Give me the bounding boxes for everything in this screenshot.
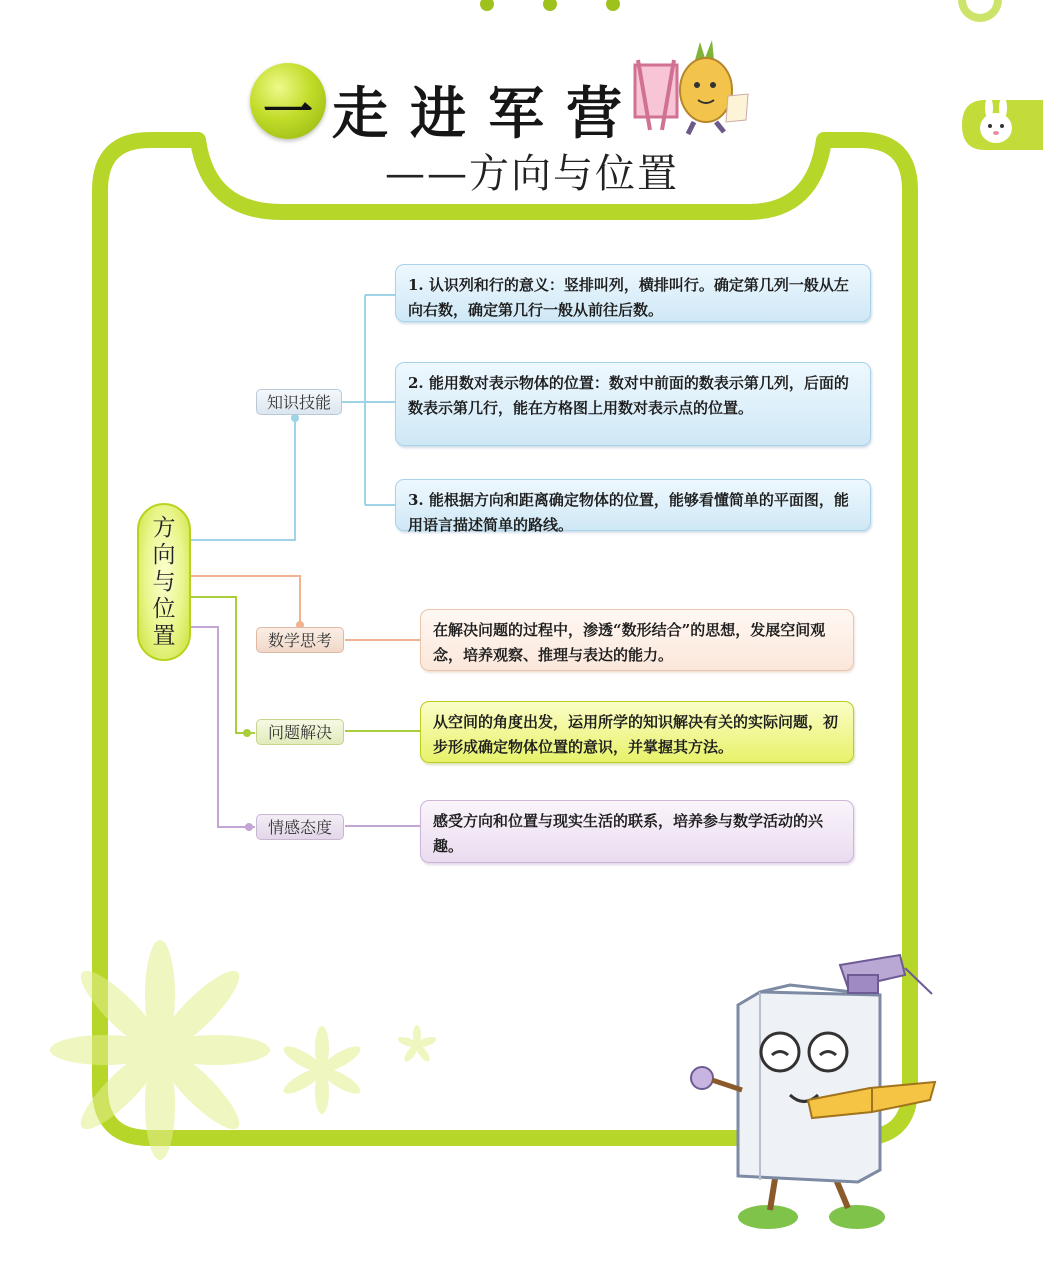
branch-label-problem: 问题解决	[256, 719, 344, 745]
bunny-tab-icon	[962, 97, 1043, 150]
bunny-corner-icon	[958, 0, 1002, 22]
knowledge-item-1: 1. 认识列和行的意义：竖排叫列，横排叫行。确定第几列一般从左向右数，确定第几行一般从前往后数。	[395, 264, 871, 322]
root-label-char: 向	[152, 542, 176, 568]
decor-dot	[543, 0, 557, 11]
root-label	[139, 515, 189, 650]
thinking-item: 在解决问题的过程中，渗透“数形结合”的思想，发展空间观念，培养观察、推理与表达的能力。	[420, 609, 854, 671]
problem-item: 从空间的角度出发，运用所学的知识解决有关的实际问题，初步形成确定物体位置的意识，并掌握其方法。	[420, 701, 854, 763]
section-number-badge	[250, 63, 326, 139]
root-label-char: 位	[152, 596, 176, 622]
branch-label-emotion: 情感态度	[256, 814, 344, 840]
knowledge-item-2: 2. 能用数对表示物体的位置：数对中前面的数表示第几列，后面的数表示第几行，能在方格图上用数对表示点的位置。	[395, 362, 871, 446]
root-label-char: 置	[152, 623, 176, 649]
branch-label-knowledge: 知识技能	[256, 389, 342, 415]
root-label-char: 与	[152, 569, 176, 595]
branch-label-thinking: 数学思考	[256, 627, 344, 653]
knowledge-item-3: 3. 能根据方向和距离确定物体的位置，能够看懂简单的平面图，能用语言描述简单的路线。	[395, 479, 871, 531]
pineapple-mascot-illustration	[635, 40, 748, 134]
section-number: 一	[263, 83, 313, 141]
decor-dot	[606, 0, 620, 11]
decor-dot	[480, 0, 494, 11]
page-subtitle: ——方向与位置	[385, 151, 679, 197]
mindmap-root-node	[137, 503, 191, 661]
root-label-char: 方	[152, 515, 176, 541]
page-title: 走进军营	[332, 82, 644, 147]
emotion-item: 感受方向和位置与现实生活的联系，培养参与数学活动的兴趣。	[420, 800, 854, 863]
